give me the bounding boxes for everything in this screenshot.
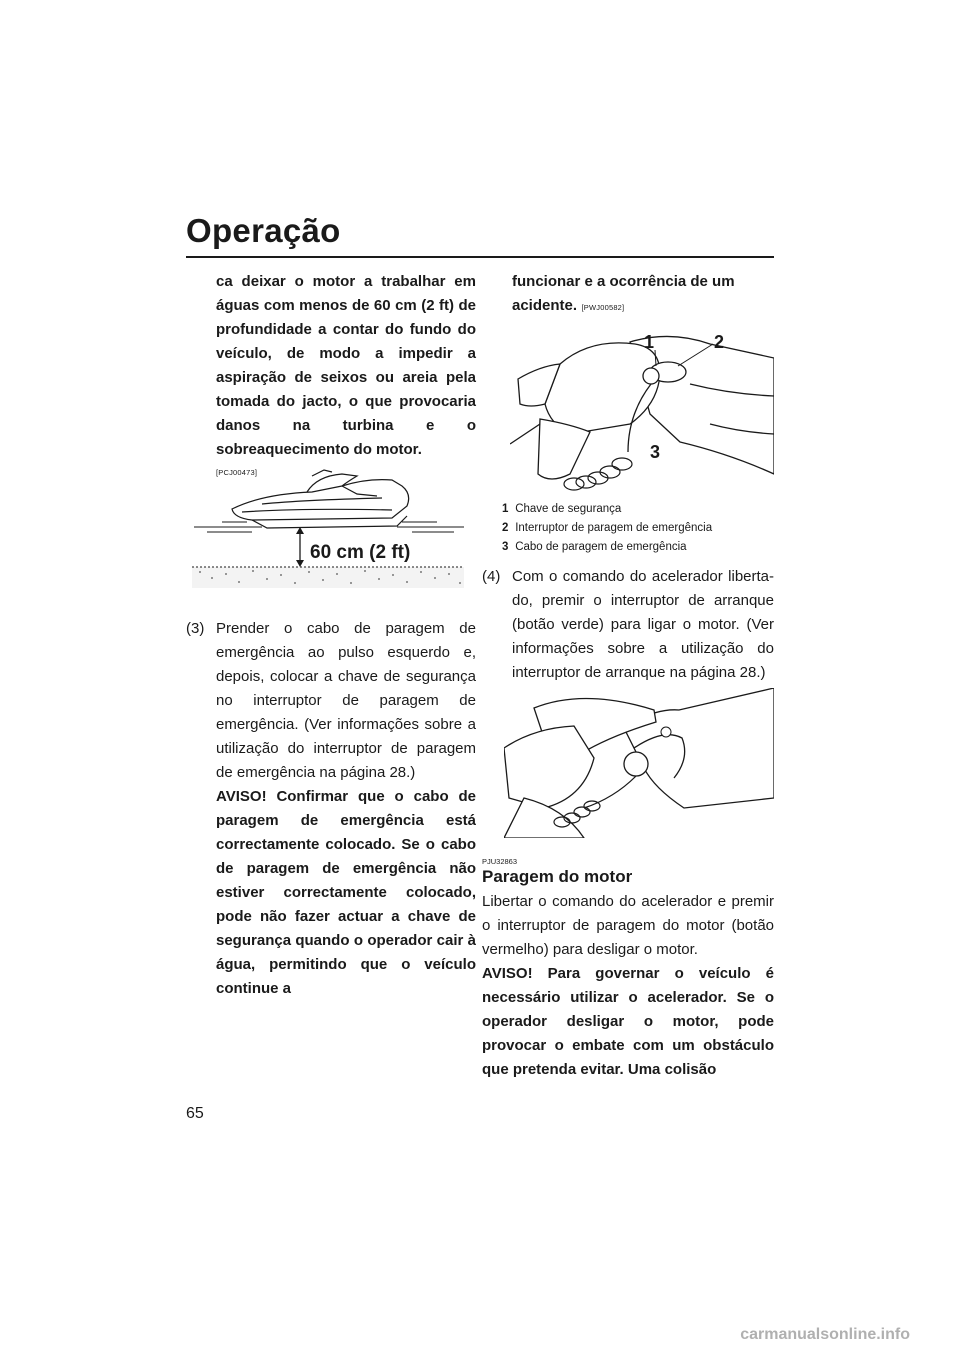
warning-continued-text: ca deixar o motor a trabalhar em águas com menos de 60 cm (2 ft) de profundidade a contar do fundo do veículo, de modo a impedir a aspiração de seixos ou areia pela tomada do jacto, o que provocaria danos na turbina e o sobreaquecimento do motor. — [216, 273, 476, 458]
right-warning-continued: funcionar e a ocorrência de um acidente. — [512, 273, 735, 314]
section-code: PJU32863 — [482, 857, 518, 866]
jetski-depth-figure — [192, 464, 464, 588]
step-4-text: Com o comando do acelerador liberta-do, premir o interruptor de arranque (botão verde) para ligar o motor. (Ver informações sobre a utilização do interruptor de arranque na página 28.) — [512, 568, 774, 681]
section-heading: Paragem do motor — [482, 867, 633, 886]
watermark: carmanualsonline.info — [740, 1326, 910, 1343]
right-warning-code: [PWJ00582] — [581, 303, 625, 312]
title-rule — [186, 256, 774, 258]
right-warning-block — [482, 270, 774, 318]
section-text: Libertar o comando do acelerador e premir o interruptor de paragem do motor (botão vermelho) para desligar o motor. — [482, 893, 774, 958]
warning-code: [PCJ00473] — [216, 468, 258, 477]
start-button-figure — [504, 688, 774, 838]
step-3-warning: AVISO! Confirmar que o cabo de paragem de emergência está correctamente colocado. Se o cabo de paragem de emergência não estiver correctamente colocado, pode não fazer actuar a chave de segurança quando o operador cair à água, permitindo que o veículo continue a — [216, 788, 476, 997]
figure-captions — [502, 500, 712, 557]
step-4-number: (4) — [482, 568, 501, 585]
step-3 — [186, 617, 476, 1001]
page-title: Operação — [186, 212, 341, 249]
step-3-number: (3) — [186, 620, 205, 637]
step-4 — [482, 565, 774, 685]
step-3-text: Prender o cabo de paragem de emergência ao pulso esquerdo e, depois, colocar a chave de segurança no interruptor de paragem de emergência. (Ver informações sobre a utilização do interruptor de paragem de emergência na página 28.) — [216, 620, 476, 781]
callout-3: 3 — [650, 442, 661, 462]
depth-label: 60 cm (2 ft) — [310, 542, 411, 563]
emergency-cord-figure — [510, 324, 774, 496]
section-warning: AVISO! Para governar o veículo é necessário utilizar o acelerador. Se o operador desligar o motor, pode provocar o embate com um obstáculo que pretenda evitar. Uma colisão — [482, 965, 774, 1078]
section-paragem-motor — [482, 857, 774, 1082]
left-warning-block — [186, 270, 476, 477]
caption-2: 2 Interruptor de paragem de emergência — [502, 522, 713, 534]
callout-1: 1 — [644, 332, 655, 352]
caption-1: 1 Chave de segurança — [502, 503, 622, 515]
caption-3: 3 Cabo de paragem de emergência — [502, 541, 687, 553]
callout-2: 2 — [714, 332, 725, 352]
page-number: 65 — [186, 1105, 204, 1122]
